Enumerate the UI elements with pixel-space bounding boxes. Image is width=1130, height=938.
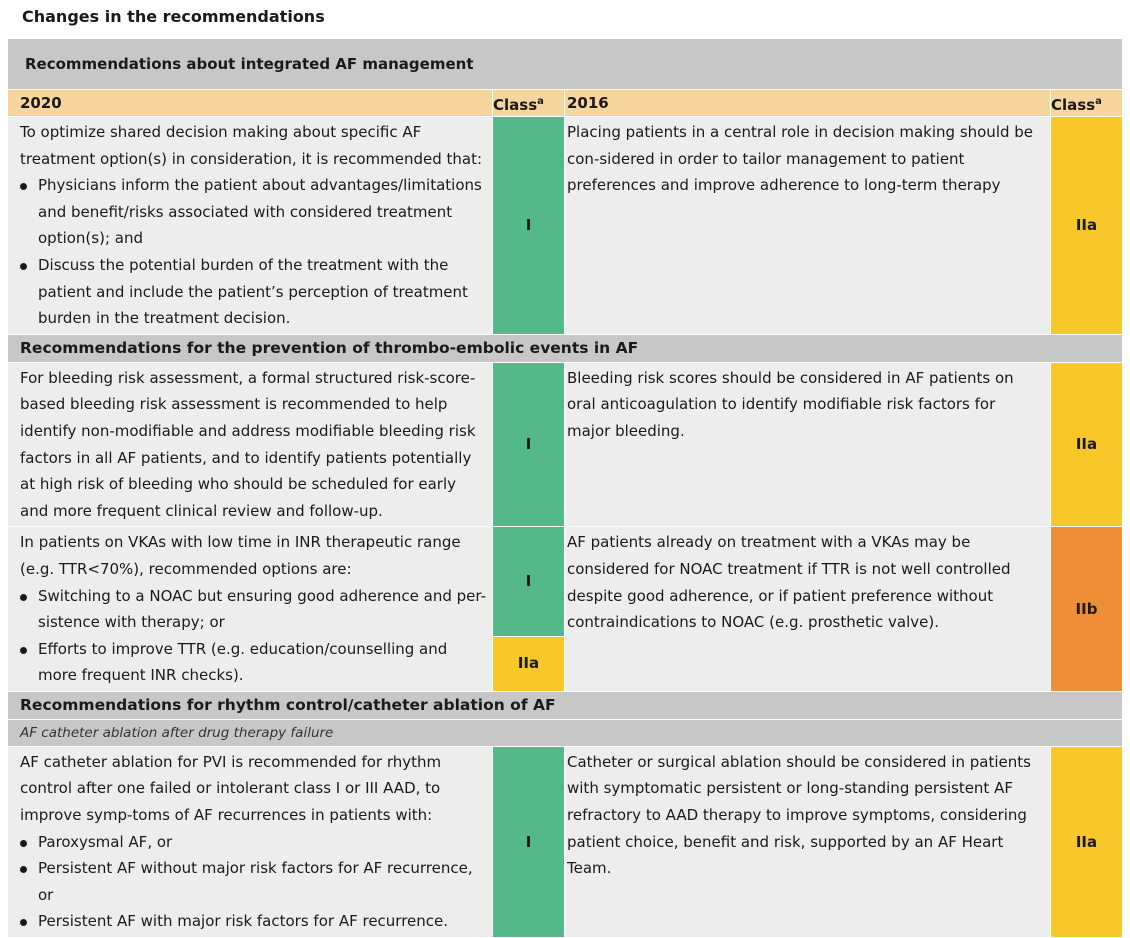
- section-rhythm-row: [8, 691, 1123, 719]
- header-2016: 2016: [565, 90, 1051, 117]
- row4-class-2016: IIa: [1051, 746, 1123, 937]
- row4-2016-text: Catheter or surgical ablation should be considered in patients with symptomatic persistent or long-standing persistent AF refractory to AAD therapy to improve symptoms, considering patient choice, benefit and risk, supported by an AF Heart Team.: [565, 746, 1051, 937]
- section-integrated-title: Recommendations about integrated AF management: [8, 39, 1123, 90]
- list-item: Persistent AF with major risk factors for AF recurrence.: [20, 908, 486, 935]
- recommendations-table: [7, 38, 1123, 938]
- list-item: Efforts to improve TTR (e.g. education/counselling and more frequent INR checks).: [20, 636, 486, 689]
- section-thrombo-title: Recommendations for the prevention of thrombo-embolic events in AF: [8, 334, 1123, 362]
- header-class-2020: Class$^a$: [493, 90, 565, 117]
- row3-class-2020-b: IIa: [493, 636, 565, 691]
- row1-class-2016: IIa: [1051, 117, 1123, 335]
- row4-class-2020: I: [493, 746, 565, 937]
- subsection-row: [8, 719, 1123, 746]
- row2-2016-text: Bleeding risk scores should be considered in AF patients on oral anticoagulation to identify modifiable risk factors for major bleeding.: [565, 362, 1051, 527]
- page-title: Changes in the recommendations: [22, 7, 325, 26]
- row1-2016-text: Placing patients in a central role in decision making should be con-sidered in order to tailor management to patient preferences and improve adherence to long-term therapy: [565, 117, 1051, 335]
- section-rhythm-title: Recommendations for rhythm control/catheter ablation of AF: [8, 691, 1123, 719]
- list-item: Paroxysmal AF, or: [20, 829, 486, 856]
- row3-class-2016: IIb: [1051, 527, 1123, 692]
- row1-intro: To optimize shared decision making about specific AF treatment option(s) in consideration, it is recommended that:: [20, 123, 483, 168]
- section-thrombo-row: [8, 334, 1123, 362]
- row3-class-2020-a: I: [493, 527, 565, 636]
- list-item: Physicians inform the patient about advantages/limitations and benefit/risks associated with considered treatment option(s); and: [20, 172, 486, 252]
- table-row: [8, 746, 1123, 937]
- row2-class-2016: IIa: [1051, 362, 1123, 527]
- row3-intro: In patients on VKAs with low time in INR therapeutic range (e.g. TTR<70%), recommended options are:: [20, 533, 461, 578]
- row2-class-2020: I: [493, 362, 565, 527]
- header-class-2016: Class$^a$: [1051, 90, 1123, 117]
- list-item: Persistent AF without major risk factors for AF recurrence, or: [20, 855, 486, 908]
- table-row: [8, 362, 1123, 527]
- section-integrated-row: [8, 39, 1123, 90]
- row3-bullets: [20, 583, 486, 689]
- table-row: [8, 117, 1123, 335]
- table-row: [8, 527, 1123, 636]
- row3-2020-text: [8, 527, 493, 692]
- list-item: Switching to a NOAC but ensuring good adherence and per-sistence with therapy; or: [20, 583, 486, 636]
- header-superscript-2016: a: [1095, 95, 1102, 107]
- table-header-row: [8, 90, 1123, 117]
- row1-class-2020: I: [493, 117, 565, 335]
- subsection-title: AF catheter ablation after drug therapy failure: [8, 719, 1123, 746]
- row2-2020-text: For bleeding risk assessment, a formal structured risk-score-based bleeding risk assessment is recommended to help identify non-modifiable and address modifiable bleeding risk factors in all AF patients, and to identify patients potentially at high risk of bleeding who should be scheduled for early and more frequent clinical review and follow-up.: [8, 362, 493, 527]
- row1-2020-text: [8, 117, 493, 335]
- header-2020: 2020: [8, 90, 493, 117]
- row1-bullets: [20, 172, 486, 332]
- row4-bullets: [20, 829, 486, 935]
- row4-2020-text: [8, 746, 493, 937]
- list-item: Discuss the potential burden of the treatment with the patient and include the patient’s perception of treatment burden in the treatment decision.: [20, 252, 486, 332]
- row3-2016-text: AF patients already on treatment with a VKAs may be considered for NOAC treatment if TTR is not well controlled despite good adherence, or if patient preference without contraindications to NOAC (e.g. prosthetic valve).: [565, 527, 1051, 692]
- row4-intro: AF catheter ablation for PVI is recommended for rhythm control after one failed or intolerant class I or III AAD, to improve symp-toms of AF recurrences in patients with:: [20, 752, 442, 825]
